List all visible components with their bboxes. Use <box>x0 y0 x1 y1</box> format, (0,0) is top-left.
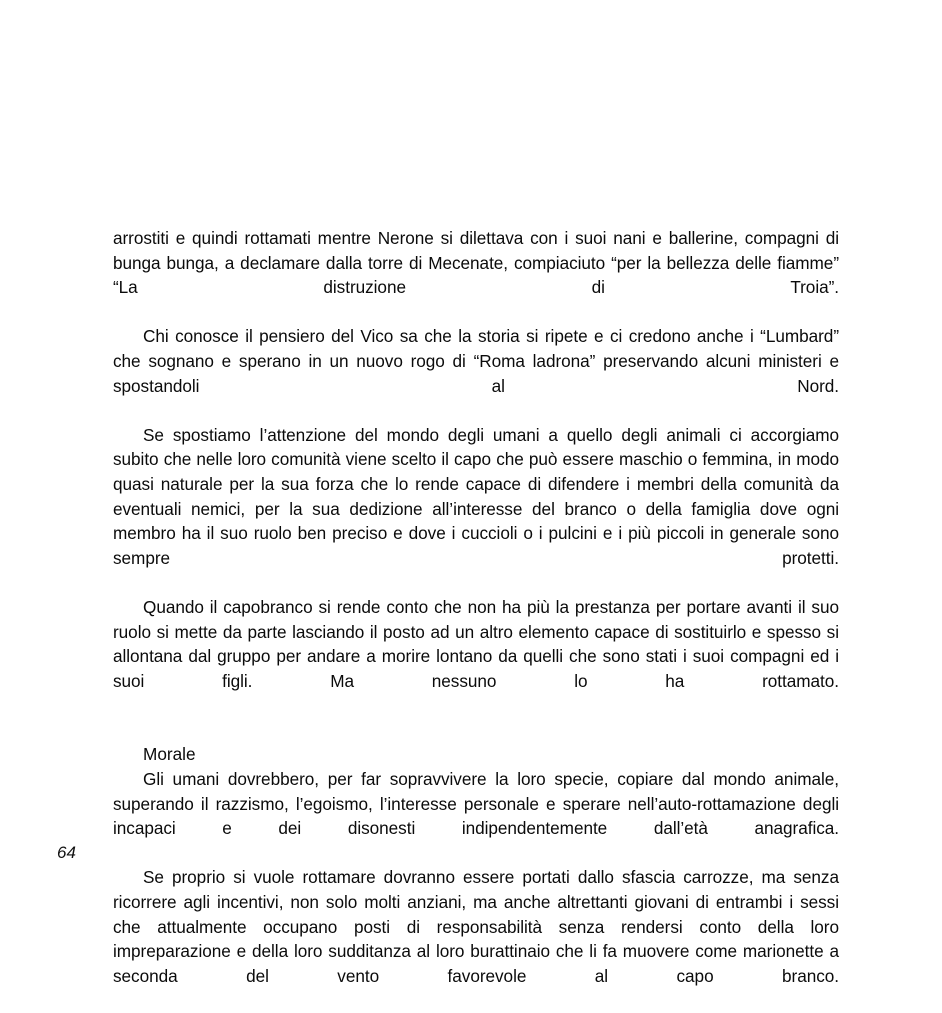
page-text-block <box>113 226 839 1013</box>
paragraph-4: Quando il capobranco si rende conto che non ha più la prestanza per portare avanti il suo ruolo si mette da parte lasciando il posto ad un altro elemento capace di sostituirlo e spesso si allontana dal gruppo per andare a morire lontano da quelli che sono stati i suoi compagni ed i suoi figli. Ma nessuno lo ha rottamato. <box>113 596 839 691</box>
paragraph-5: Gli umani dovrebbero, per far sopravvivere la loro specie, copiare dal mondo animale, superando il razzismo, l’egoismo, l’interesse personale e sperare nell’auto-rottamazione degli incapaci e dei disonesti indipendentemente dall’età anagrafica. <box>113 769 839 839</box>
paragraph-spacer <box>113 718 839 743</box>
paragraph-6: Se proprio si vuole rottamare dovranno essere portati dallo sfascia carrozze, ma senza ricorrere agli incentivi, non solo molti anziani, ma anche altrettanti giovani di entrambi i sessi che attualmente occupano posti di responsabilità senza rendersi conto della loro impreparazione e della loro sudditanza al loro burattinaio che li fa muovere come marionette a seconda del vento favorevole al capo branco. <box>113 867 839 986</box>
paragraph-1: arrostiti e quindi rottamati mentre Nerone si dilettava con i suoi nani e ballerine, compagni di bunga bunga, a declamare dalla torre di Mecenate, compiaciuto “per la bellezza delle fiamme” “La distruzione di Troia”. <box>113 228 839 298</box>
page-number: 64 <box>57 843 76 862</box>
paragraph-2: Chi conosce il pensiero del Vico sa che la storia si ripete e ci credono anche i “Lumbard” che sognano e sperano in un nuovo rogo di “Roma ladrona” preservando alcuni ministeri e spostandoli al Nord. <box>113 326 839 396</box>
paragraph-3: Se spostiamo l’attenzione del mondo degli umani a quello degli animali ci accorgiamo subito che nelle loro comunità viene scelto il capo che può essere maschio o femmina, in modo quasi naturale per la sua forza che lo rende capace di difendere i membri della comunità da eventuali nemici, per la sua dedizione all’interesse del branco o della famiglia dove ogni membro ha il suo ruolo ben preciso e dove i cuccioli o i pulcini e i più piccoli in generale sono sempre protetti. <box>113 424 839 568</box>
section-heading-morale: Morale <box>143 744 196 765</box>
